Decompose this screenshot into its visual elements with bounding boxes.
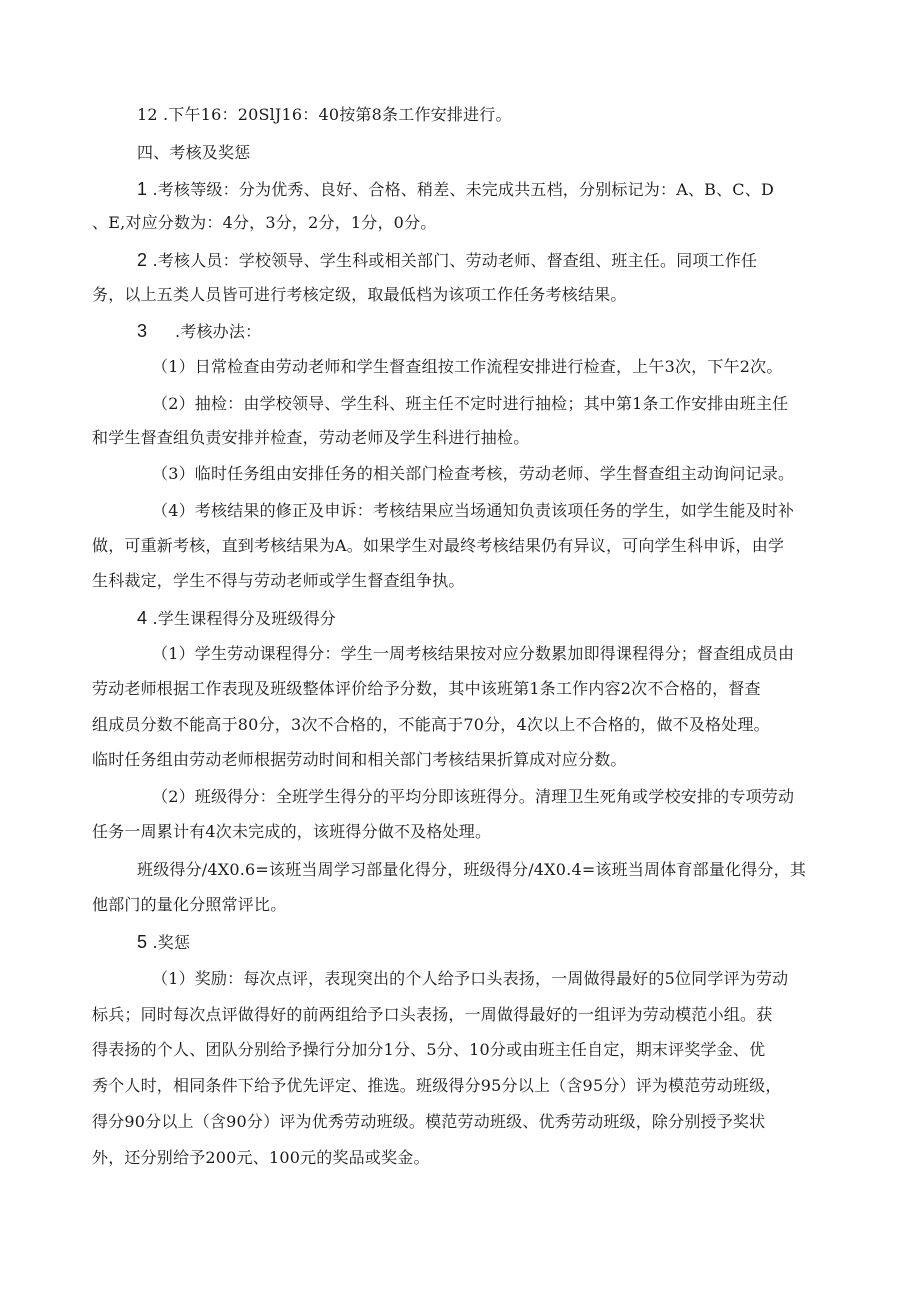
para-rewards-cont-1: 标兵；同时每次点评做得好的前两组给予口头表扬，一周做得最好的一组评为劳动模范小组。获 [92,1005,773,1024]
para-rewards-heading [137,931,190,954]
para-appeal: （4）考核结果的修正及申诉：考核结果应当场通知负责该项任务的学生，如学生能及时补 [152,501,795,520]
para-spot-check: （2）抽检：由学校领导、学生科、班主任不定时进行抽检；其中第1条工作安排由班主任 [152,394,789,413]
para-appeal-cont-2: 生科裁定，学生不得与劳动老师或学生督查组争执。 [92,571,465,590]
item-text: .奖惩 [147,933,191,952]
para-appeal-cont-1: 做，可重新考核，直到考核结果为A。如果学生对最终考核结果仍有异议，可向学生科申诉，由学 [92,536,785,555]
para-class-score: （2）班级得分：全班学生得分的平均分即该班得分。清理卫生死角或学校安排的专项劳动 [152,787,795,806]
para-class-score-formula-cont: 他部门的量化分照常评比。 [92,895,287,914]
item-number: 5 [137,932,148,952]
item-number: 2 [137,250,148,270]
item-text: .考核等级：分为优秀、良好、合格、稍差、未完成共五档，分别标记为：A、B、C、D [147,180,774,199]
para-rewards: （1）奖励：每次点评，表现突出的个人给予口头表扬，一周做得最好的5位同学评为劳动 [152,969,789,988]
item-text: .学生课程得分及班级得分 [147,609,336,628]
para-assessors [137,249,757,272]
para-class-score-cont: 任务一周累计有4次未完成的，该班得分做不及格处理。 [92,822,492,841]
para-rewards-cont-4: 得分90分以上（含90分）评为优秀劳动班级。模范劳动班级、优秀劳动班级，除分别授予奖状 [92,1112,766,1131]
para-assessors-cont: 务，以上五类人员皆可进行考核定级，取最低档为该项工作任务考核结果。 [92,285,627,304]
para-student-score-cont-3: 临时任务组由劳动老师根据劳动时间和相关部门考核结果折算成对应分数。 [92,750,627,769]
para-spot-check-cont: 和学生督查组负责安排并检查，劳动老师及学生科进行抽检。 [92,428,530,447]
para-rewards-cont-5: 外，还分别给予200元、100元的奖品或奖金。 [92,1148,430,1167]
para-student-score: （1）学生劳动课程得分：学生一周考核结果按对应分数累加即得课程得分；督查组成员由 [152,644,795,663]
para-student-score-cont-2: 组成员分数不能高于80分，3次不合格的，不能高于70分，4次以上不合格的，做不及格处理。 [92,715,770,734]
section-heading-assessment: 四、考核及奖惩 [137,143,251,162]
para-class-score-formula: 班级得分/4X0.6=该班当周学习部量化得分，班级得分/4X0.4=该班当周体育部量化得分，其 [137,860,807,879]
para-schedule-item-12: 12 .下午16：20SlJ16：40按第8条工作安排进行。 [137,105,512,124]
para-rewards-cont-2: 得表扬的个人、团队分别给予操行分加分1分、5分、10分或由班主任自定，期末评奖学金、优 [92,1040,766,1059]
para-assessment-levels [137,178,774,201]
para-student-score-cont-1: 劳动老师根据工作表现及班级整体评价给予分数，其中该班第1条工作内容2次不合格的，督查 [92,679,761,698]
para-daily-check: （1）日常检查由劳动老师和学生督查组按工作流程安排进行检查，上午3次，下午2次。 [152,357,783,376]
para-assessment-method [137,320,261,343]
item-text: .考核办法： [175,322,262,341]
para-scores-heading [137,607,336,630]
item-text: .考核人员：学校领导、学生科或相关部门、劳动老师、督查组、班主任。同项工作任 [147,251,758,270]
para-rewards-cont-3: 秀个人时，相同条件下给予优先评定、推选。班级得分95分以上（含95分）评为模范劳动班级， [92,1076,782,1095]
para-assessment-levels-cont: 、E,对应分数为：4分，3分，2分，1分，0分。 [92,213,437,232]
item-number: 4 [137,608,148,628]
item-number: 3 [137,321,148,341]
para-temp-task-group: （3）临时任务组由安排任务的相关部门检查考核，劳动老师、学生督查组主动询问记录。 [152,464,795,483]
item-number: 1 [137,179,148,199]
